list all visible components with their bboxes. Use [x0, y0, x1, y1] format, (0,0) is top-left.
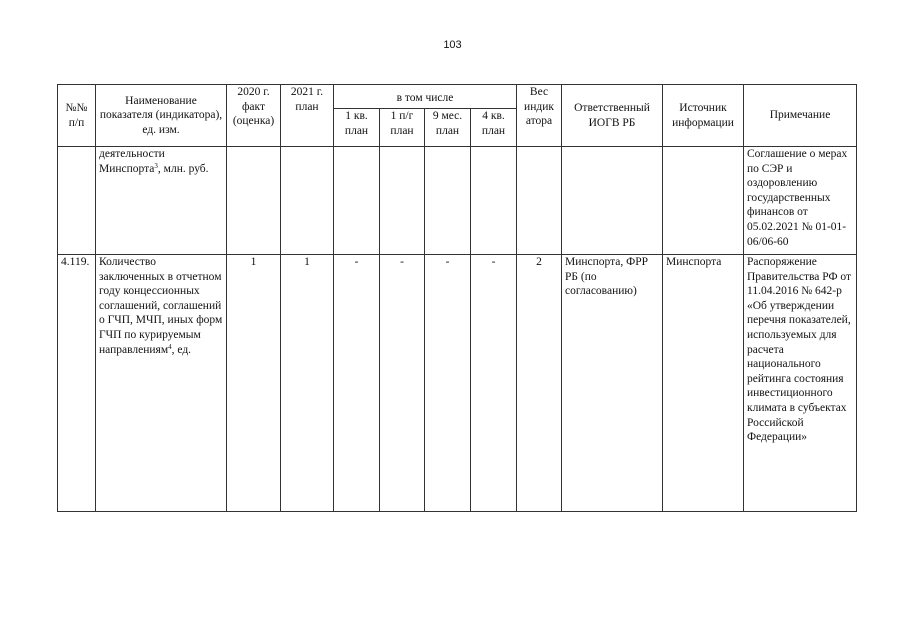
row-plan-2021	[281, 147, 334, 255]
row-q4: -	[471, 255, 517, 512]
header-source: Источник информации	[663, 85, 744, 147]
header-q4: 4 кв. план	[471, 109, 517, 147]
row-num	[58, 147, 96, 255]
indicators-table	[57, 84, 857, 512]
header-row-1	[58, 85, 857, 109]
header-fact-2020: 2020 г. факт (оценка)	[227, 85, 281, 147]
header-weight: Вес индик атора	[517, 85, 562, 147]
header-q1: 1 кв. план	[334, 109, 380, 147]
row-num: 4.119.	[58, 255, 96, 512]
row-9m: -	[425, 255, 471, 512]
row-h1	[380, 147, 425, 255]
row-q1: -	[334, 255, 380, 512]
header-responsible: Ответственный ИОГВ РБ	[562, 85, 663, 147]
row-q4	[471, 147, 517, 255]
header-note: Примечание	[744, 85, 857, 147]
header-name: Наименование показателя (индикатора), ед. изм.	[96, 85, 227, 147]
table-row	[58, 147, 857, 255]
header-h1: 1 п/г план	[380, 109, 425, 147]
header-plan-2021: 2021 г. план	[281, 85, 334, 147]
row-plan-2021: 1	[281, 255, 334, 512]
row-responsible	[562, 147, 663, 255]
row-fact-2020: 1	[227, 255, 281, 512]
row-q1	[334, 147, 380, 255]
row-9m	[425, 147, 471, 255]
row-fact-2020	[227, 147, 281, 255]
header-9m: 9 мес. план	[425, 109, 471, 147]
table-row	[58, 255, 857, 512]
page-number: 103	[443, 39, 462, 51]
row-note: Соглашение о мерах по СЭР и оздоровлению государственных финансов от 05.02.2021 № 01-01-06/06-60	[744, 147, 857, 255]
row-name: Количество заключенных в отчетном году концессионных соглашений, соглашений о ГЧП, МЧП, иных форм ГЧП по курируемым направлениям$^4$, ед.	[96, 255, 227, 512]
row-responsible: Минспорта, ФРР РБ (по согласованию)	[562, 255, 663, 512]
header-including: в том числе	[334, 85, 517, 109]
row-source	[663, 147, 744, 255]
row-source: Минспорта	[663, 255, 744, 512]
header-num: №№ п/п	[58, 85, 96, 147]
row-h1: -	[380, 255, 425, 512]
row-weight: 2	[517, 255, 562, 512]
row-weight	[517, 147, 562, 255]
row-name: деятельности Минспорта$^3$, млн. руб.	[96, 147, 227, 255]
row-note: Распоряжение Правительства РФ от 11.04.2016 № 642-р «Об утверждении перечня показателей, используемых для расчета национального рейтинга состояния инвестиционного климата в субъектах Российской Федерации»	[744, 255, 857, 512]
